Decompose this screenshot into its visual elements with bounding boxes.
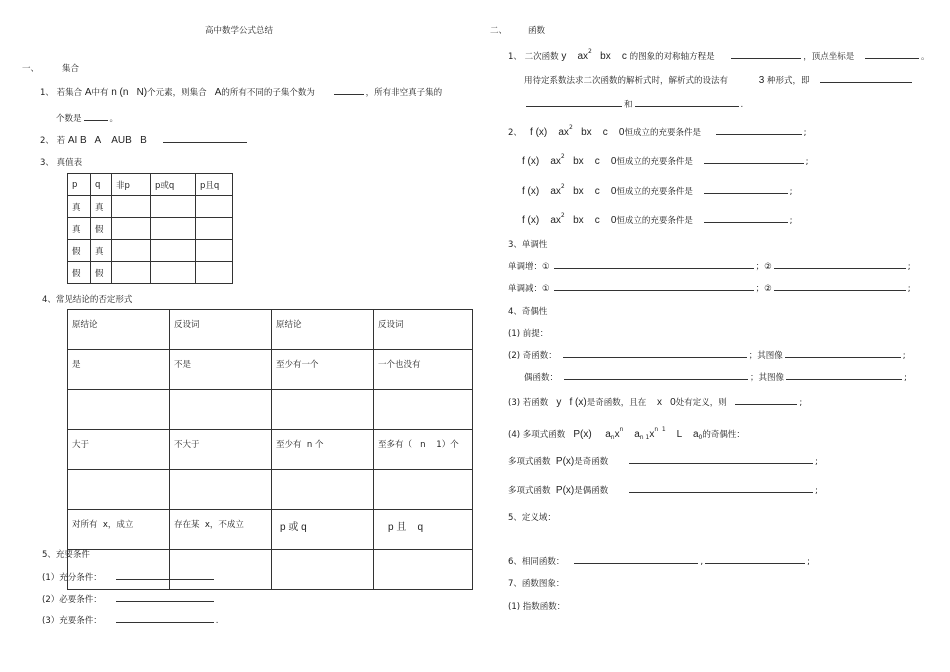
monotonic-decreasing: 单调减：① ；② ; (508, 284, 911, 294)
section-2-number: 二、 (490, 26, 508, 36)
set-item-5: 5、充要条件 (42, 550, 90, 560)
answer-blank[interactable] (334, 86, 364, 95)
truth-table (67, 173, 233, 284)
answer-blank[interactable] (629, 455, 813, 464)
section-1-title: 集合 (62, 64, 80, 74)
truth-header: p或q (151, 174, 196, 196)
func-item-1-line3: 和 . (524, 98, 743, 110)
func-item-2-row-4: f (x) $ax^2$ bx c 0恒成立的充要条件是 ; (522, 212, 793, 226)
func-item-1-line2: 用待定系数法求二次函数的解析式时，解析式的设法有 3 种形式，即 (524, 74, 914, 86)
negation-table (67, 309, 473, 590)
truth-header: 非p (112, 174, 151, 196)
answer-blank[interactable] (564, 371, 748, 380)
func-item-4: 4、奇偶性 (508, 307, 548, 317)
condition-sufficient: (1）充分条件： (42, 571, 216, 583)
table-row (68, 390, 473, 430)
answer-blank[interactable] (554, 282, 754, 291)
answer-blank[interactable] (116, 593, 214, 602)
answer-blank[interactable] (635, 98, 739, 107)
table-row: 原结论 反设词 原结论 反设词 (68, 310, 473, 350)
table-row: 假 假 (68, 262, 233, 284)
parity-polynomial: (4) 多项式函数 P(x) $a_nx^n$ $a_{n 1}x^{n 1}$ L $a_0$的奇偶性： (508, 426, 745, 441)
table-row (68, 470, 473, 510)
answer-blank[interactable] (786, 371, 902, 380)
set-item-4: 4、常见结论的否定形式 (42, 295, 133, 305)
answer-blank[interactable] (785, 349, 901, 358)
answer-blank[interactable] (716, 126, 802, 135)
func-item-3: 3、单调性 (508, 240, 548, 250)
answer-blank[interactable] (705, 555, 805, 564)
parity-premise: (1) 前提： (508, 329, 549, 339)
answer-blank[interactable] (574, 555, 698, 564)
table-row: 真 假 (68, 218, 233, 240)
func-item-5: 5、定义域： (508, 513, 556, 523)
func-item-2-row-3: f (x) $ax^2$ bx c 0恒成立的充要条件是 ; (522, 183, 793, 197)
answer-blank[interactable] (163, 134, 247, 143)
monotonic-increasing: 单调增：① ；② ; (508, 262, 911, 272)
answer-blank[interactable] (774, 282, 906, 291)
func-item-2-row-2: f (x) $ax^2$ bx c 0恒成立的充要条件是 ; (522, 153, 809, 167)
answer-blank[interactable] (735, 396, 797, 405)
condition-iff: (3）充要条件： . (42, 616, 219, 626)
condition-necessary: (2）必要条件： (42, 593, 216, 605)
polynomial-odd: 多项式函数 P(x)是奇函数 ; (508, 456, 818, 467)
answer-blank[interactable] (865, 50, 919, 59)
table-row: 大于 不大于 至少有 n 个 至多有（ n 1）个 (68, 430, 473, 470)
section-1-number: 一、 (22, 64, 40, 74)
answer-blank[interactable] (554, 260, 754, 269)
table-row: 对所有 x，成立 存在某 x，不成立 p 或 q p 且 q (68, 510, 473, 550)
func-item-7: 7、函数图象： (508, 579, 565, 589)
table-row: 真 真 (68, 196, 233, 218)
parity-even: 偶函数： ；其图像 ; (524, 373, 907, 383)
table-row (68, 550, 473, 590)
func-item-7-sub-1: (1) 指数函数： (508, 602, 566, 612)
parity-odd-origin: (3) 若函数 y f (x)是奇函数，且在 x 0处有定义，则 ; (508, 397, 803, 408)
table-row: 是 不是 至少有一个 一个也没有 (68, 350, 473, 390)
func-item-6: 6、相同函数： , ; (508, 557, 810, 567)
truth-header: q (91, 174, 112, 196)
answer-blank[interactable] (704, 214, 788, 223)
answer-blank[interactable] (774, 260, 906, 269)
table-row: 假 真 (68, 240, 233, 262)
answer-blank[interactable] (704, 155, 804, 164)
set-item-1: 1、 若集合 A中有 n (n N)个元素，则集合 A的所有不同的子集个数为 ，所有非空真子集的 (40, 87, 443, 98)
answer-blank[interactable] (84, 112, 108, 121)
answer-blank[interactable] (526, 98, 622, 107)
set-item-2: 2、 若 AI B A AUB B (40, 134, 249, 146)
answer-blank[interactable] (563, 349, 747, 358)
set-item-1-line2: 个数是 。 (56, 114, 119, 124)
truth-header: p (68, 174, 91, 196)
answer-blank[interactable] (116, 614, 214, 623)
page-title: 高中数学公式总结 (205, 26, 274, 36)
parity-odd: (2) 奇函数： ；其图像 ; (508, 351, 906, 361)
answer-blank[interactable] (704, 185, 788, 194)
answer-blank[interactable] (629, 484, 813, 493)
truth-header: p且q (196, 174, 233, 196)
answer-blank[interactable] (820, 74, 912, 83)
set-item-3: 3、 真值表 (40, 158, 83, 168)
func-item-2-row-1: 2、 f (x) $ax^2$ bx c 0恒成立的充要条件是 ; (508, 124, 807, 138)
answer-blank[interactable] (116, 571, 214, 580)
section-2-title: 函数 (528, 26, 546, 36)
func-item-1: 1、 二次函数 y $ax^2$ bx c 的图象的对称轴方程是 ，顶点坐标是 。 (508, 48, 930, 62)
answer-blank[interactable] (731, 50, 801, 59)
polynomial-even: 多项式函数 P(x)是偶函数 ; (508, 485, 818, 496)
